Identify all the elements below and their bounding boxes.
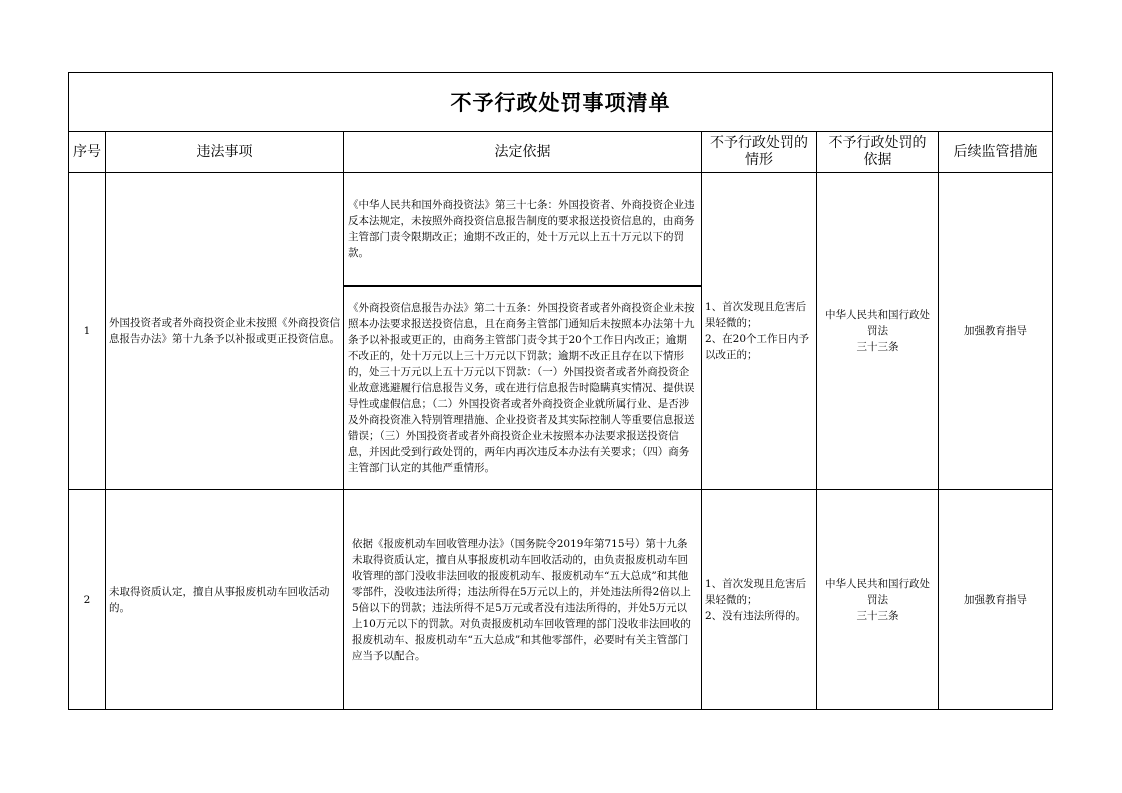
header-follow-up: 后续监管措施 [939,132,1052,173]
header-index: 序号 [69,132,106,173]
row-1-legal-basis-law: 《中华人民共和国外商投资法》第三十七条：外国投资者、外商投资企业违反本法规定，未按照外商投资信息报告制度的要求报送投资信息的，由商务主管部门责令限期改正；逾期不改正的，处十万元以上五十万元以下的罚款。 [344,173,701,286]
row-1-penalty-basis: 中华人民共和国行政处罚法 三十三条 [817,173,939,490]
row-1-circumstances: 1、首次发现且危害后果轻微的； 2、在20个工作日内予以改正的； [702,173,817,490]
row-1-follow-up: 加强教育指导 [939,173,1052,490]
page-title: 不予行政处罚事项清单 [69,73,1052,132]
header-circumstances: 不予行政处罚的情形 [702,132,817,173]
row-1-legal-basis-regulation: 《外商投资信息报告办法》第二十五条：外国投资者或者外商投资企业未按照本办法要求报送投资信息，且在商务主管部门通知后未按照本办法第十九条予以补报或更正的，由商务主管部门责令其于20个工作日内改正；逾期不改正的，处十万元以上三十万元以下罚款；逾期不改正且存在以下情形的，处三十万元以上五十万元以下罚款：（一）外国投资者或者外商投资企业故意逃避履行信息报告义务，或在进行信息报告时隐瞒真实情况、提供误导性或虚假信息；（二）外国投资者或者外商投资企业就所属行业、是否涉及外商投资准入特别管理措施、企业投资者及其实际控制人等重要信息报送错误；（三）外国投资者或者外商投资企业未按照本办法要求报送投资信息，并因此受到行政处罚的，两年内再次违反本办法有关要求；（四）商务主管部门认定的其他严重情形。 [344,286,701,489]
row-2-follow-up: 加强教育指导 [964,593,1027,606]
penalty-exemption-table [68,72,1053,710]
row-2-legal-basis: 依据《报废机动车回收管理办法》（国务院令2019年第715号）第十九条 未取得资质认定，擅自从事报废机动车回收活动的，由负责报废机动车回收管理的部门没收非法回收的报废机动车、报废机动车“五大总成”和其他零部件，没收违法所得；违法所得在5万元以上的，并处违法所得2倍以上5倍以下的罚款；违法所得不足5万元或者没有违法所得的，并处5万元以上10万元以下的罚款。对负责报废机动车回收管理的部门没收非法回收的报废机动车、报废机动车“五大总成”和其他零部件，必要时有关主管部门应当予以配合。 [344,490,702,709]
header-violation: 违法事项 [106,132,344,173]
row-2-index: 2 [69,490,106,709]
header-penalty-basis: 不予行政处罚的依据 [817,132,939,173]
row-1-violation: 外国投资者或者外商投资企业未按照《外商投资信息报告办法》第十九条予以补报或更正投资信息。 [106,173,344,490]
row-2-violation: 未取得资质认定，擅自从事报废机动车回收活动的。 [106,490,344,709]
row-1-legal-basis [344,173,702,490]
row-2-circumstances: 1、首次发现且危害后果轻微的； 2、没有违法所得的。 [702,490,817,709]
row-2-penalty-basis: 中华人民共和国行政处罚法 三十三条 [817,490,939,709]
header-legal-basis: 法定依据 [344,132,702,173]
row-1-index: 1 [69,173,106,490]
